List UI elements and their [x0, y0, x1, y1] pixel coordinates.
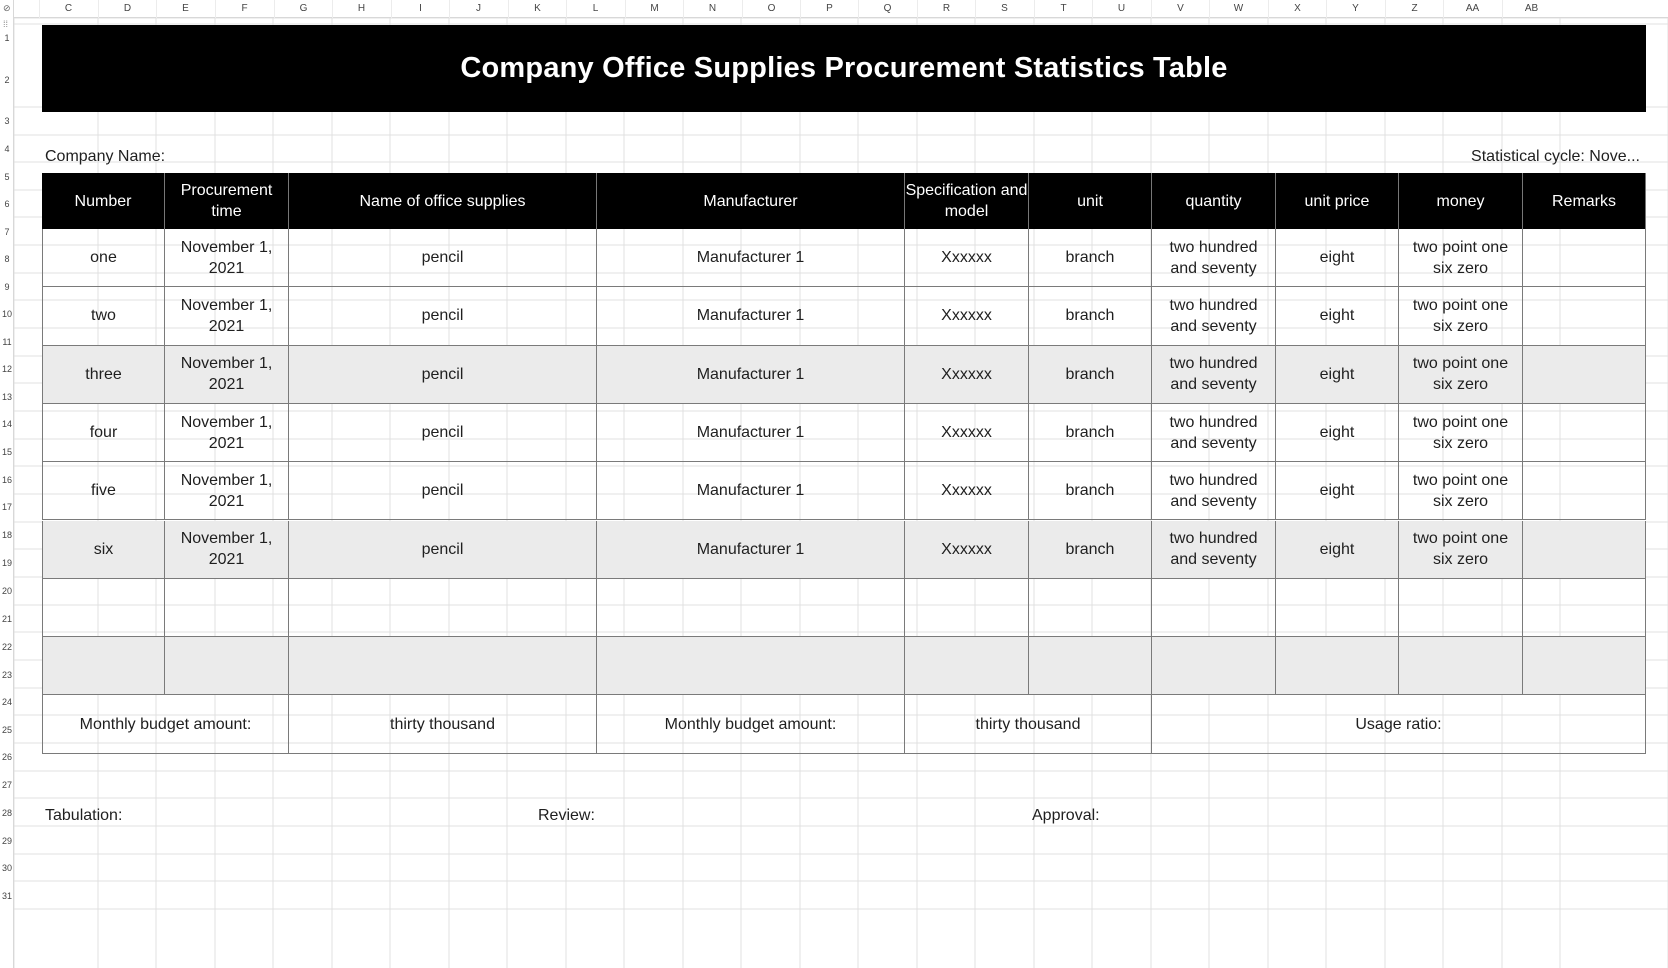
header-money[interactable]: money	[1399, 173, 1523, 229]
header-procurement-time[interactable]: Procurement time	[165, 173, 289, 229]
cell-unit-price[interactable]: eight	[1276, 404, 1399, 462]
cell-name-of-office-supplies[interactable]: pencil	[289, 462, 597, 520]
column-header[interactable]: K	[508, 0, 566, 18]
cell-unit[interactable]: branch	[1029, 229, 1152, 287]
cell-number[interactable]: six	[42, 521, 165, 579]
row-header[interactable]: 1	[4, 33, 10, 43]
cell-number[interactable]: two	[42, 287, 165, 345]
cell-quantity[interactable]	[1152, 579, 1276, 637]
column-header[interactable]: E	[156, 0, 214, 18]
row-header[interactable]: 17	[1, 502, 12, 512]
column-header[interactable]: V	[1151, 0, 1209, 18]
freeze-handle-icon[interactable]: ⁞⁞	[3, 19, 9, 29]
cell-remarks[interactable]	[1523, 637, 1646, 695]
cell-name-of-office-supplies[interactable]: pencil	[289, 346, 597, 404]
row-header[interactable]: 29	[1, 836, 12, 846]
column-header[interactable]: Q	[858, 0, 916, 18]
cell-money[interactable]	[1399, 579, 1523, 637]
column-header[interactable]: F	[215, 0, 273, 18]
cell-name-of-office-supplies[interactable]: pencil	[289, 404, 597, 462]
budget-label-2[interactable]: Monthly budget amount:	[597, 695, 905, 753]
column-header[interactable]: C	[39, 0, 97, 18]
cell-quantity[interactable]: two hundred and seventy	[1152, 287, 1276, 345]
cell-remarks[interactable]	[1523, 346, 1646, 404]
cell-manufacturer[interactable]	[597, 579, 905, 637]
cell-remarks[interactable]	[1523, 521, 1646, 579]
row-header[interactable]: 4	[4, 144, 10, 154]
row-header-bar	[0, 18, 14, 968]
row-header[interactable]: 5	[4, 172, 10, 182]
cell-specification-and-model[interactable]	[905, 637, 1029, 695]
worksheet-grid[interactable]	[14, 18, 1668, 968]
cell-quantity[interactable]: two hundred and seventy	[1152, 521, 1276, 579]
cell-specification-and-model[interactable]: Xxxxxx	[905, 404, 1029, 462]
approval-label[interactable]: Approval:	[1032, 806, 1100, 824]
column-header[interactable]: H	[332, 0, 390, 18]
cell-unit[interactable]: branch	[1029, 287, 1152, 345]
column-header[interactable]: D	[98, 0, 156, 18]
row-header[interactable]: 2	[4, 75, 10, 85]
cell-number[interactable]	[42, 637, 165, 695]
cell-quantity[interactable]: two hundred and seventy	[1152, 404, 1276, 462]
column-header-bar	[14, 0, 1668, 18]
column-header[interactable]: T	[1034, 0, 1092, 18]
cell-name-of-office-supplies[interactable]: pencil	[289, 521, 597, 579]
row-header[interactable]: 14	[1, 419, 12, 429]
header-quantity[interactable]: quantity	[1152, 173, 1276, 229]
cell-procurement-time[interactable]: November 1, 2021	[165, 521, 289, 579]
row-header[interactable]: 15	[1, 447, 12, 457]
cell-unit-price[interactable]: eight	[1276, 521, 1399, 579]
budget-value-2[interactable]: thirty thousand	[905, 695, 1152, 753]
review-label[interactable]: Review:	[538, 806, 595, 824]
cell-procurement-time[interactable]: November 1, 2021	[165, 287, 289, 345]
header-name-of-office-supplies[interactable]: Name of office supplies	[289, 173, 597, 229]
cell-unit-price[interactable]	[1276, 637, 1399, 695]
row-header[interactable]: 27	[1, 780, 12, 790]
cell-remarks[interactable]	[1523, 579, 1646, 637]
row-header[interactable]: 24	[1, 697, 12, 707]
cell-unit[interactable]: branch	[1029, 346, 1152, 404]
cell-number[interactable]: four	[42, 404, 165, 462]
row-header[interactable]: 21	[1, 614, 12, 624]
cell-specification-and-model[interactable]: Xxxxxx	[905, 521, 1029, 579]
column-header[interactable]: U	[1092, 0, 1150, 18]
statistical-cycle-label[interactable]: Statistical cycle: Nove...	[1471, 147, 1640, 165]
cell-unit-price[interactable]: eight	[1276, 229, 1399, 287]
column-header[interactable]: Y	[1326, 0, 1384, 18]
cell-unit-price[interactable]	[1276, 579, 1399, 637]
cell-unit-price[interactable]: eight	[1276, 462, 1399, 520]
column-header[interactable]: S	[975, 0, 1033, 18]
column-header[interactable]: G	[274, 0, 332, 18]
row-header[interactable]: 12	[1, 364, 12, 374]
header-specification-and-model[interactable]: Specification and model	[905, 173, 1029, 229]
cell-unit[interactable]: branch	[1029, 404, 1152, 462]
cell-money[interactable]: two point one six zero	[1399, 287, 1523, 345]
cell-specification-and-model[interactable]: Xxxxxx	[905, 462, 1029, 520]
cell-number[interactable]: one	[42, 229, 165, 287]
tabulation-label[interactable]: Tabulation:	[45, 806, 123, 824]
cell-specification-and-model[interactable]: Xxxxxx	[905, 346, 1029, 404]
row-header[interactable]: 16	[1, 475, 12, 485]
column-header[interactable]: R	[917, 0, 975, 18]
column-header[interactable]: AB	[1502, 0, 1560, 18]
cell-procurement-time[interactable]: November 1, 2021	[165, 404, 289, 462]
header-remarks[interactable]: Remarks	[1523, 173, 1646, 229]
cell-money[interactable]: two point one six zero	[1399, 404, 1523, 462]
cell-manufacturer[interactable]: Manufacturer 1	[597, 462, 905, 520]
row-header[interactable]: 3	[4, 116, 10, 126]
column-header[interactable]: L	[566, 0, 624, 18]
cell-quantity[interactable]: two hundred and seventy	[1152, 462, 1276, 520]
cell-number[interactable]: three	[42, 346, 165, 404]
usage-ratio-label[interactable]: Usage ratio:	[1152, 695, 1646, 753]
cell-unit[interactable]: branch	[1029, 462, 1152, 520]
cell-quantity[interactable]	[1152, 637, 1276, 695]
row-header[interactable]: 11	[2, 337, 12, 347]
cell-unit-price[interactable]: eight	[1276, 287, 1399, 345]
header-manufacturer[interactable]: Manufacturer	[597, 173, 905, 229]
cell-remarks[interactable]	[1523, 462, 1646, 520]
row-header[interactable]: 20	[1, 586, 12, 596]
cell-specification-and-model[interactable]	[905, 579, 1029, 637]
column-header[interactable]: Z	[1385, 0, 1443, 18]
column-header[interactable]: O	[742, 0, 800, 18]
row-header[interactable]: 26	[1, 752, 12, 762]
column-header[interactable]: AA	[1443, 0, 1501, 18]
cell-name-of-office-supplies[interactable]	[289, 579, 597, 637]
row-header[interactable]: 9	[4, 282, 10, 292]
cell-remarks[interactable]	[1523, 404, 1646, 462]
cell-quantity[interactable]: two hundred and seventy	[1152, 346, 1276, 404]
row-header[interactable]: 13	[1, 392, 12, 402]
cell-remarks[interactable]	[1523, 287, 1646, 345]
cell-unit[interactable]	[1029, 637, 1152, 695]
column-header[interactable]: N	[683, 0, 741, 18]
company-name-label[interactable]: Company Name:	[45, 147, 166, 165]
cell-name-of-office-supplies[interactable]	[289, 637, 597, 695]
cell-manufacturer[interactable]: Manufacturer 1	[597, 404, 905, 462]
header-number[interactable]: Number	[42, 173, 165, 229]
row-header[interactable]: 30	[1, 863, 12, 873]
cell-unit-price[interactable]: eight	[1276, 346, 1399, 404]
cell-manufacturer[interactable]: Manufacturer 1	[597, 229, 905, 287]
cell-specification-and-model[interactable]: Xxxxxx	[905, 229, 1029, 287]
cell-name-of-office-supplies[interactable]: pencil	[289, 287, 597, 345]
cell-quantity[interactable]: two hundred and seventy	[1152, 229, 1276, 287]
table-title[interactable]: Company Office Supplies Procurement Statistics Table	[42, 25, 1646, 112]
row-header[interactable]: 7	[4, 227, 10, 237]
cell-money[interactable]: two point one six zero	[1399, 521, 1523, 579]
column-header[interactable]: M	[625, 0, 683, 18]
column-header[interactable]: W	[1209, 0, 1267, 18]
cell-money[interactable]: two point one six zero	[1399, 346, 1523, 404]
cell-money[interactable]	[1399, 637, 1523, 695]
cell-procurement-time[interactable]	[165, 637, 289, 695]
cell-specification-and-model[interactable]: Xxxxxx	[905, 287, 1029, 345]
column-header[interactable]: J	[449, 0, 507, 18]
cell-procurement-time[interactable]: November 1, 2021	[165, 229, 289, 287]
header-unit-price[interactable]: unit price	[1276, 173, 1399, 229]
header-unit[interactable]: unit	[1029, 173, 1152, 229]
row-header[interactable]: 8	[4, 254, 10, 264]
cell-procurement-time[interactable]: November 1, 2021	[165, 462, 289, 520]
row-header[interactable]: 22	[1, 642, 12, 652]
cell-money[interactable]: two point one six zero	[1399, 229, 1523, 287]
cell-procurement-time[interactable]: November 1, 2021	[165, 346, 289, 404]
row-header[interactable]: 25	[1, 725, 12, 735]
budget-label-1[interactable]: Monthly budget amount:	[42, 695, 289, 753]
column-header[interactable]: X	[1268, 0, 1326, 18]
cell-manufacturer[interactable]: Manufacturer 1	[597, 287, 905, 345]
cell-name-of-office-supplies[interactable]: pencil	[289, 229, 597, 287]
column-header[interactable]: I	[391, 0, 449, 18]
cell-manufacturer[interactable]: Manufacturer 1	[597, 521, 905, 579]
cell-unit[interactable]: branch	[1029, 521, 1152, 579]
cell-procurement-time[interactable]	[165, 579, 289, 637]
cell-unit[interactable]	[1029, 579, 1152, 637]
row-header[interactable]: 6	[4, 199, 10, 209]
cell-number[interactable]	[42, 579, 165, 637]
cell-manufacturer[interactable]	[597, 637, 905, 695]
row-header[interactable]: 31	[1, 891, 12, 901]
row-header[interactable]: 18	[1, 530, 12, 540]
row-header[interactable]: 19	[1, 558, 12, 568]
cell-money[interactable]: two point one six zero	[1399, 462, 1523, 520]
cell-number[interactable]: five	[42, 462, 165, 520]
row-header[interactable]: 10	[1, 309, 12, 319]
row-header[interactable]: 23	[1, 670, 12, 680]
select-all-icon: ⊘	[3, 3, 11, 13]
column-header[interactable]: P	[800, 0, 858, 18]
row-header[interactable]: 28	[1, 808, 12, 818]
cell-remarks[interactable]	[1523, 229, 1646, 287]
budget-value-1[interactable]: thirty thousand	[289, 695, 597, 753]
cell-manufacturer[interactable]: Manufacturer 1	[597, 346, 905, 404]
